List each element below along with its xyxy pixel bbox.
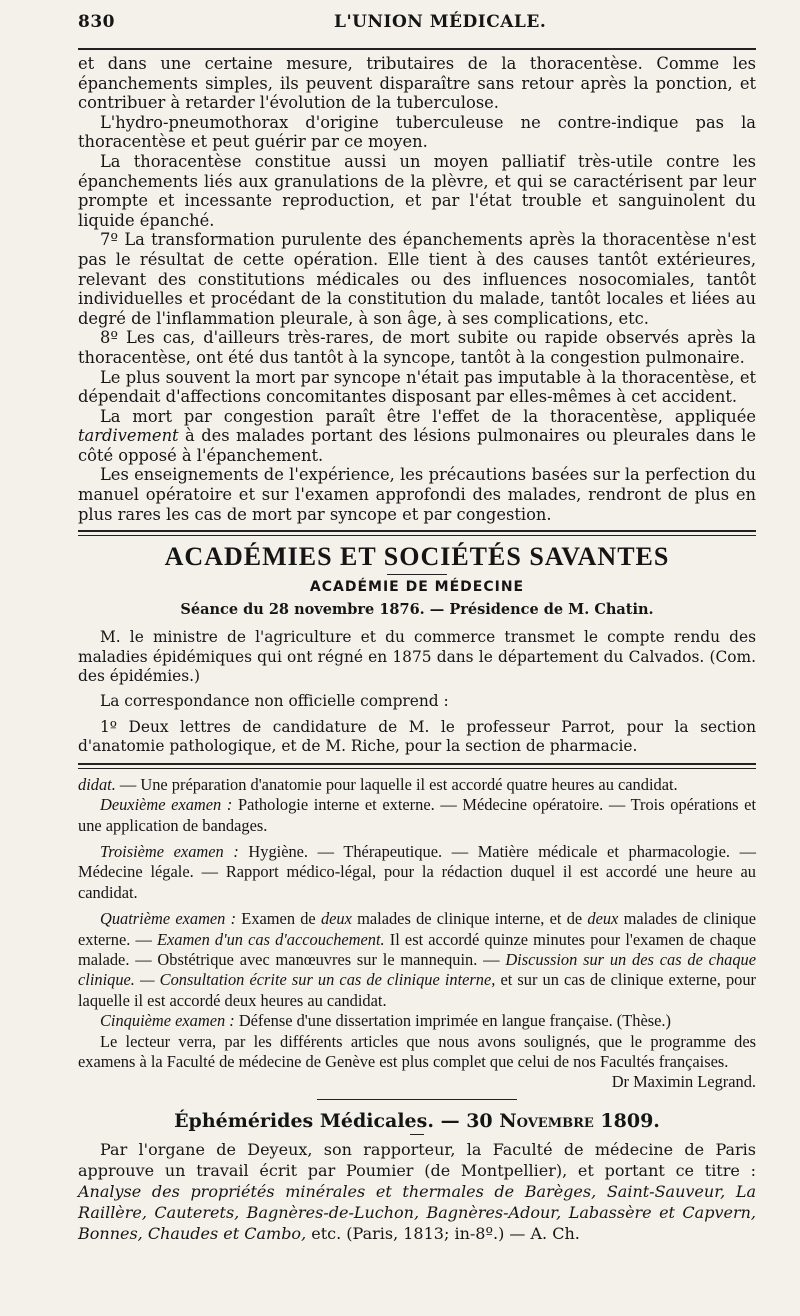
emphasis-text: Analyse des propriétés minérales et thermales de Barèges, Saint-Sauveur, La Raillère, Cauterets, Bagnères-de-Luchon, Bagnères-Adour, Labassère et Capvern, Bonnes, Chaudes et Cambo,: [78, 1181, 756, 1243]
paragraph: [78, 795, 756, 836]
page-header: [78, 12, 756, 48]
paragraph: [78, 775, 756, 795]
text-run: à des malades portant des lésions pulmonaires ou pleurales dans le côté opposé à l'épanchement.: [78, 426, 756, 465]
page-number: 830: [78, 12, 115, 32]
text-run: malades de clinique externe. —: [78, 909, 757, 949]
paragraph: La correspondance non officielle comprend :: [100, 692, 449, 711]
paragraph: L'hydro-pneumothorax d'origine tuberculeuse ne contre-indique pas la thoracentèse et peut guérir par ce moyen.: [78, 112, 756, 152]
ephemerides-title: Éphémérides Médicales.: [174, 1109, 434, 1132]
paragraph: et dans une certaine mesure, tributaires de la thoracentèse. Comme les épanchements simples, ils peuvent disparaître sans retour après la ponction, et contribuer à retarder l'évolution de la tuberculose.: [78, 54, 756, 113]
emphasis-text: Quatrième examen :: [100, 909, 237, 929]
paragraph: 1º Deux lettres de candidature de M. le professeur Parrot, pour la section d'anatomie pathologique, et de M. Riche, pour la section de pharmacie.: [78, 717, 756, 756]
emphasis-text: Troisième examen :: [100, 841, 239, 861]
emphasis-text: Deuxième examen :: [100, 795, 233, 815]
title-rule: [387, 574, 447, 575]
text-run: La mort par congestion paraît être l'effet de la thoracentèse, appliquée: [100, 406, 756, 426]
signature: Dr Maximin Legrand.: [611, 1072, 756, 1092]
ephemerides-section: [78, 1110, 756, 1244]
upper-article: [78, 54, 756, 524]
emphasis-text: deux: [587, 909, 619, 929]
emphasis-text: Examen d'un cas d'accouchement.: [156, 929, 385, 949]
ephemerides-heading: [78, 1110, 756, 1132]
text-run: Par l'organe de Deyeux, son rapporteur, la Faculté de médecine de Paris approuve un travail écrit par Poumier (de Montpellier), et portant ce titre :: [78, 1139, 756, 1180]
session-line: Séance du 28 novembre 1876. — Présidence de M. Chatin.: [180, 601, 654, 619]
paragraph: Le plus souvent la mort par syncope n'était pas imputable à la thoracentèse, et dépendait d'affections concomitantes disposant par elles-mêmes à cet accident.: [78, 367, 756, 407]
academies-section: [78, 542, 756, 756]
text-run: etc. (Paris, 1813; in-8º.) — A. Ch.: [306, 1223, 580, 1243]
emphasis-text: tardivement: [78, 426, 179, 446]
text-run: — Une préparation d'anatomie pour laquelle il est accordé quatre heures au candidat.: [115, 774, 678, 794]
paragraph: [78, 1139, 756, 1244]
text-run: et sur un cas de clinique externe, pour laquelle il est accordé deux heures au candidat.: [78, 970, 756, 1010]
text-run: Il est accordé quinze minutes pour l'examen de chaque malade. — Obstétrique avec manœuvres sur le mannequin. —: [78, 929, 756, 969]
section-divider: [78, 530, 756, 536]
header-rule: [78, 48, 756, 50]
section-divider: [78, 763, 756, 769]
paragraph: Les enseignements de l'expérience, les précautions basées sur la perfection du manuel opératoire et sur l'examen approfondi des malades, rendront de plus en plus rares les cas de mort par syncope et par congestion.: [78, 465, 756, 524]
text-run: Hygiène. — Thérapeutique. — Matière médicale et pharmacologie. — Médecine légale. — Rapport médico-légal, pour la rédaction duquel il est accordé une heure au candidat.: [78, 841, 756, 902]
paragraph: 8º Les cas, d'ailleurs très-rares, de mort subite ou rapide observés après la thoracentèse, ont été dus tantôt à la syncope, tantôt à la congestion pulmonaire.: [78, 328, 756, 367]
emphasis-text: didat.: [78, 774, 116, 794]
running-title: L'UNION MÉDICALE.: [334, 12, 547, 32]
paragraph: Le lecteur verra, par les différents articles que nous avons soulignés, que le programme des examens à la Faculté de médecine de Genève est plus complet que celui de nos Facultés françaises.: [78, 1031, 756, 1071]
ephemerides-rule: [317, 1099, 517, 1100]
text-run: Défense d'une dissertation imprimée en langue française. (Thèse.): [234, 1011, 671, 1031]
emphasis-text: deux: [320, 909, 352, 929]
paragraph: [78, 842, 756, 903]
emphasis-text: Cinquième examen :: [100, 1011, 235, 1031]
text-run: malades de clinique interne, et de: [351, 909, 588, 929]
section-title: ACADÉMIES ET SOCIÉTÉS SAVANTES: [164, 542, 670, 572]
exams-section: [78, 775, 756, 1093]
paragraph: La thoracentèse constitue aussi un moyen palliatif très-utile contre les épanchements liés aux granulations de la plèvre, et qui se caractérisent par leur prompte et incessante reproduction, et par l'état trouble et sanguinolent du liquide épanché.: [78, 151, 756, 230]
section-subtitle: ACADÉMIE DE MÉDECINE: [309, 579, 525, 596]
paragraph: [78, 1011, 756, 1031]
emphasis-text: Discussion sur un des cas de chaque clinique. — Consultation écrite sur un cas de clinique interne,: [78, 949, 756, 990]
paragraph: [78, 407, 756, 466]
paragraph: M. le ministre de l'agriculture et du commerce transmet le compte rendu des maladies épidémiques qui ont régné en 1875 dans le département du Calvados. (Com. des épidémies.): [78, 628, 756, 686]
paragraph: 7º La transformation purulente des épanchements après la thoracentèse n'est pas le résultat de cette opération. Elle tient à des causes tantôt extérieures, relevant des constitutions médicales ou des influences nosocomiales, tantôt individuelles et procédant de la constitution du malade, tantôt locales et liées au degré de l'inflammation pleurale, à son âge, à ses complications, etc.: [78, 230, 756, 328]
text-run: Pathologie interne et externe. — Médecine opératoire. — Trois opérations et une application de bandages.: [78, 795, 757, 835]
ephemerides-date: — 30 Novembre 1809.: [433, 1109, 660, 1132]
text-run: Examen de: [236, 909, 321, 929]
ephemerides-tick: [410, 1134, 424, 1135]
paragraph: [78, 909, 756, 1011]
